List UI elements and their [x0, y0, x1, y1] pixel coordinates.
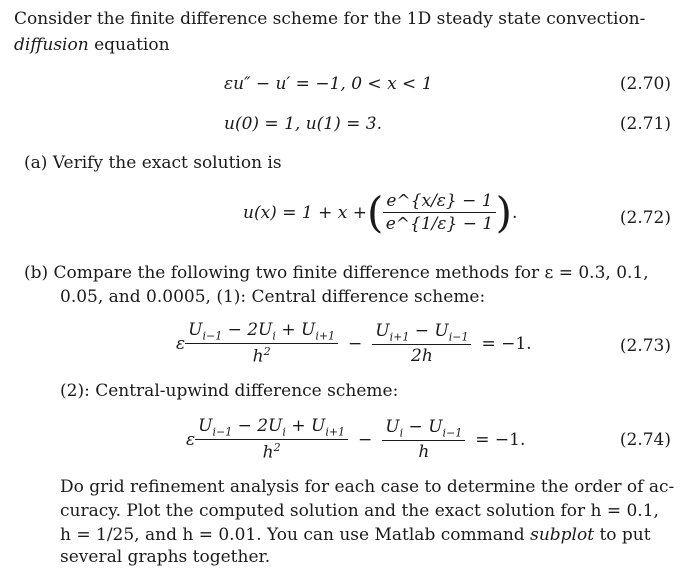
eq272-lhs: u(x) = 1 + x + — [243, 202, 367, 223]
equation-number-2-74: (2.74) — [619, 430, 671, 450]
intro-italic-word: diffusion — [14, 35, 89, 55]
equation-2-71: u(0) = 1, u(1) = 3. — [224, 114, 383, 134]
eq272-numerator: e^{x/ε} − 1 — [383, 191, 495, 213]
part-a-label: (a) Verify the exact solution is — [24, 153, 282, 173]
part-b-line-2: 0.05, and 0.0005, (1): Central difference scheme: — [60, 287, 486, 307]
equation-number-2-70: (2.70) — [619, 74, 671, 94]
part-b-scheme-2-label: (2): Central-upwind difference scheme: — [60, 381, 399, 401]
equation-number-2-71: (2.71) — [619, 114, 671, 134]
intro-line-2: diffusion equation — [14, 35, 170, 55]
equation-2-70: εu″ − u′ = −1, 0 < x < 1 — [224, 74, 433, 94]
closing-line-1: Do grid refinement analysis for each case to determine the order of ac- — [60, 477, 675, 497]
closing-line-4: several graphs together. — [60, 547, 271, 567]
equation-2-74: ε $\frac{U_{i-1} - 2U_i + U_{i+1}}{h^2}$ − $\frac{U_i - U_{i-1}}{h}$ = −1. — [186, 416, 526, 464]
equation-number-2-72: (2.72) — [619, 208, 671, 228]
equation-2-73: ε $\frac{U_{i-1} - 2U_i + U_{i+1}}{h^2}$ − $\frac{U_{i+1} - U_{i-1}}{2h}$ = −1. — [176, 320, 532, 368]
eq272-denominator: e^{1/ε} − 1 — [385, 214, 494, 234]
equation-number-2-73: (2.73) — [619, 336, 671, 356]
closing-line-2: curacy. Plot the computed solution and the exact solution for h = 0.1, — [60, 501, 659, 521]
eq272-fraction — [383, 191, 495, 234]
equation-2-72: u(x) = 1 + x + ( $\frac{e\^{}\{x/\varepsilon\} - 1}{e\^{}\{1/\varepsilon\} - 1}$ ) . — [243, 188, 518, 237]
intro-line-1: Consider the finite difference scheme for the 1D steady state convection- — [14, 9, 646, 29]
closing-line-3: h = 1/25, and h = 0.01. You can use Matlab command subplot to put — [60, 525, 651, 545]
part-b-line-1: (b) Compare the following two finite difference methods for ε = 0.3, 0.1, — [24, 263, 649, 283]
